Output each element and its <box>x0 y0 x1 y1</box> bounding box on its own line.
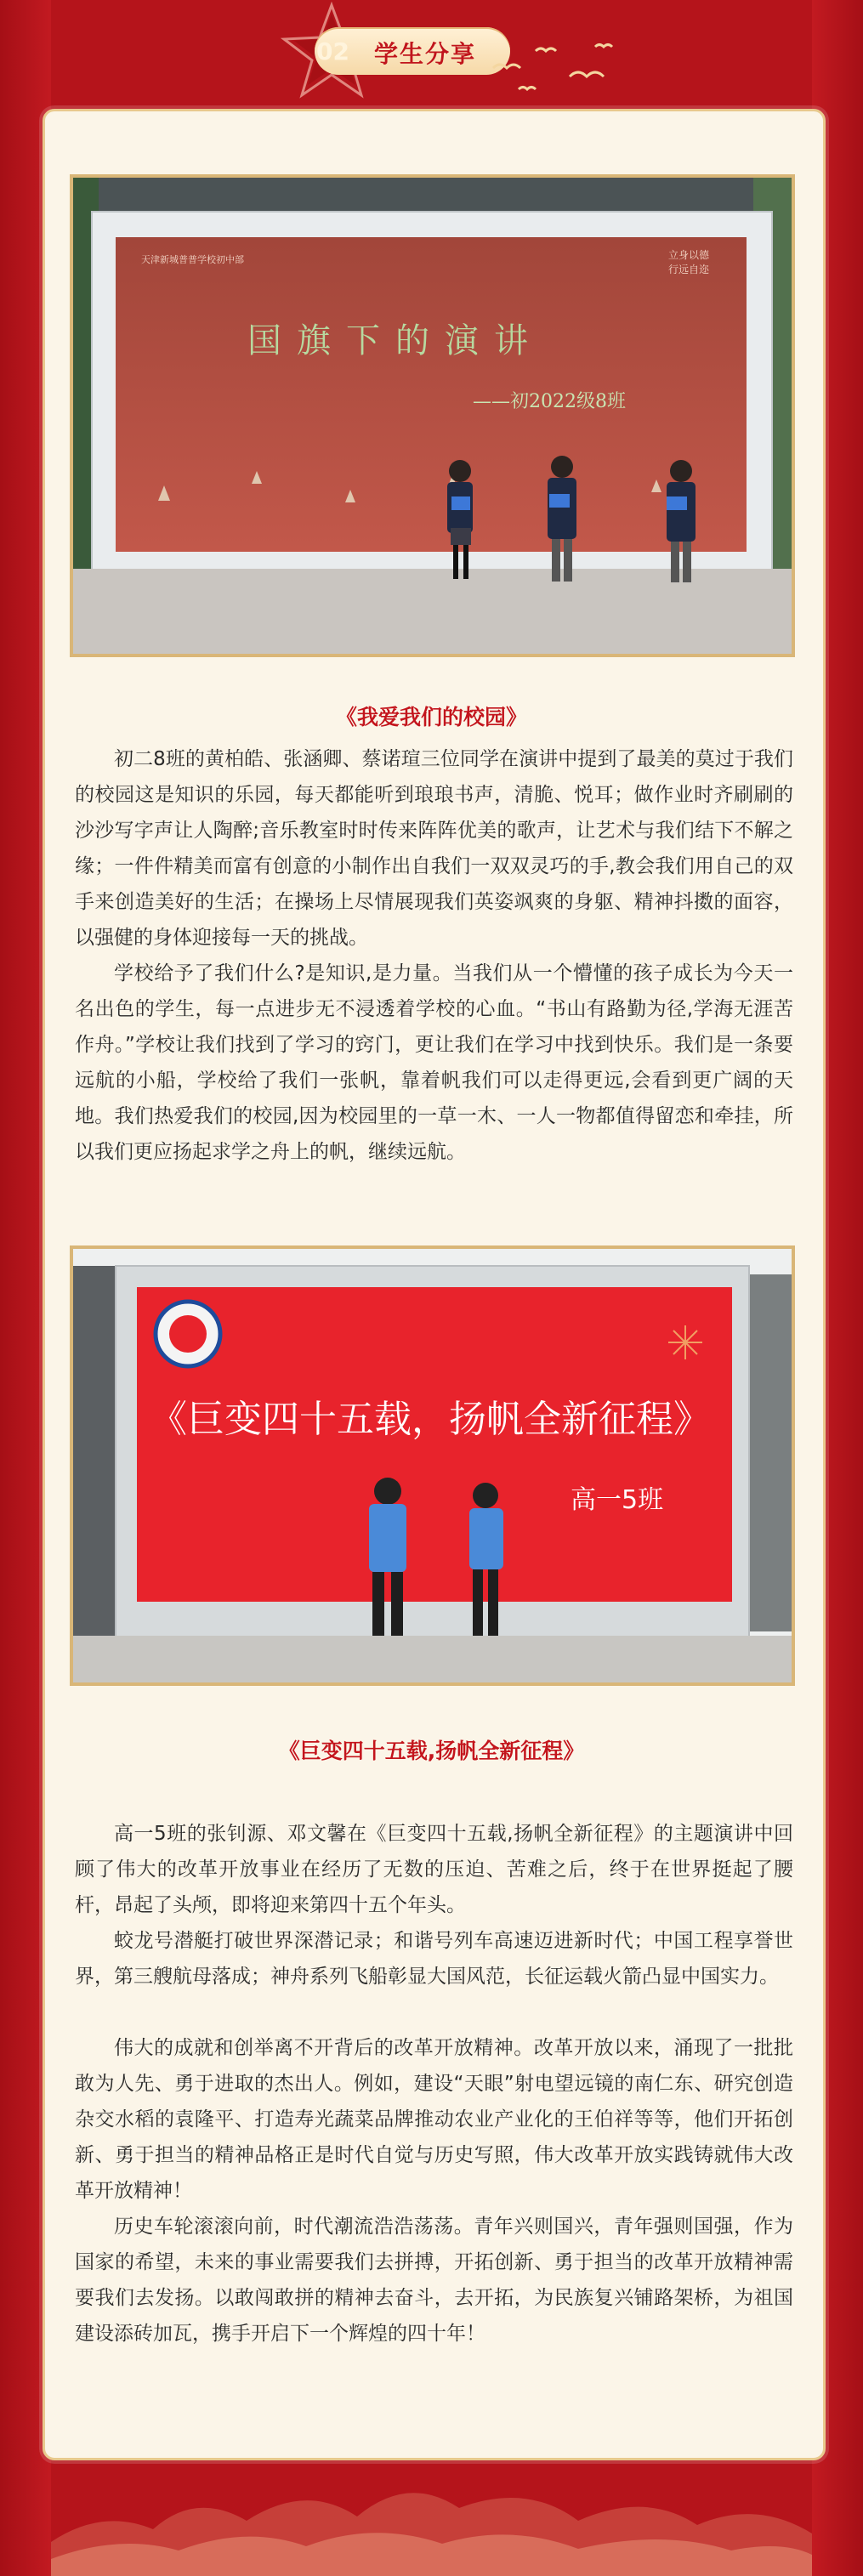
speech-photo-2-illustration <box>73 1249 792 1682</box>
speech-photo-1-illustration <box>73 178 792 654</box>
section-1-title: 《我爱我们的校园》 <box>335 705 527 729</box>
birds-icon <box>485 34 629 102</box>
section-1-paragraph-1: 初二8班的黄柏皓、张涵卿、蔡诺瑄三位同学在演讲中提到了最美的莫过于我们的校园这是知识的乐园，每天都能听到琅琅书声，清脆、悦耳；做作业时齐刷刷的沙沙写字声让人陶醉;音乐教室时时传来阵阵优美的歌声，让艺术与我们结下不解之缘；一件件精美而富有创意的小制作出自我们一双双灵巧的手,教会我们用自己的双手来创造美好的生活；在操场上尽情展现我们英姿飒爽的身躯、精神抖擞的面容，以强健的身体迎接每一天的挑战。 <box>75 748 793 949</box>
section-1-paragraph-2: 学校给予了我们什么?是知识,是力量。当我们从一个懵懂的孩子成长为今天一名出色的学生，每一点进步无不浸透着学校的心血。“书山有路勤为径,学海无涯苦作舟。”学校让我们找到了学习的窍门，更让我们在学习中找到快乐。我们是一条要远航的小船，学校给了我们一张帆，靠着帆我们可以走得更远,会看到更广阔的天地。我们热爱我们的校园,因为校园里的一草一木、一人一物都值得留恋和牵挂，所以我们更应扬起求学之舟上的帆，继续远航。 <box>75 962 793 1163</box>
section-label: 学生分享 <box>374 40 477 68</box>
section-2-paragraph-1: 高一5班的张钊源、邓文馨在《巨变四十五载,扬帆全新征程》的主题演讲中回顾了伟大的改革开放事业在经历了无数的压迫、苦难之后，终于在世界挺起了腰杆，昂起了头颅，即将迎来第四十五个年头。 <box>75 1823 793 1916</box>
screen-class-label: 高一5班 <box>571 1485 664 1515</box>
speech-photo-1 <box>70 174 795 657</box>
section-2-paragraph-3: 伟大的成就和创举离不开背后的改革开放精神。改革开放以来，涌现了一批批敢为人先、勇于进取的杰出人。例如，建设“天眼”射电望远镜的南仁东、研究创造杂交水稻的袁隆平、打造寿光蔬菜品牌推动农业产业化的王伯祥等等，他们开拓创新、勇于担当的精神品格正是时代自觉与历史写照，伟大改革开放实践铸就伟大改革开放精神！ <box>75 2037 793 2202</box>
speech-photo-2 <box>70 1245 795 1686</box>
screen-title-2: 《巨变四十五载，扬帆全新征程》 <box>150 1398 711 1441</box>
screen-subtitle: ——初2022级8班 <box>473 391 626 412</box>
section-2-paragraph-2: 蛟龙号潜艇打破世界深潜记录；和谐号列车高速迈进新时代；中国工程享誉世界，第三艘航母落成；神舟系列飞船彰显大国风范，长征运载火箭凸显中国实力。 <box>75 1930 793 1988</box>
screen-logo-text: 天津新城普普学校初中部 <box>141 254 244 265</box>
section-2-paragraph-4: 历史车轮滚滚向前，时代潮流浩浩荡荡。青年兴则国兴，青年强则国强，作为国家的希望，未来的事业需要我们去拼搏，开拓创新、勇于担当的改革开放精神需要我们去发扬。以敢闯敢拼的精神去奋斗，去开拓，为民族复兴铺路架桥，为祖国建设添砖加瓦，携手开启下一个辉煌的四十年！ <box>75 2216 793 2345</box>
section-number: 02 <box>316 37 349 65</box>
mountains-decoration <box>51 2448 812 2576</box>
screen-right-top: 立身以德 <box>668 249 710 261</box>
section-2-title: 《巨变四十五载,扬帆全新征程》 <box>278 1739 585 1763</box>
screen-right-bottom: 行远自迩 <box>668 264 710 275</box>
section-header <box>0 0 863 102</box>
screen-title: 国旗下的演讲 <box>247 321 543 360</box>
